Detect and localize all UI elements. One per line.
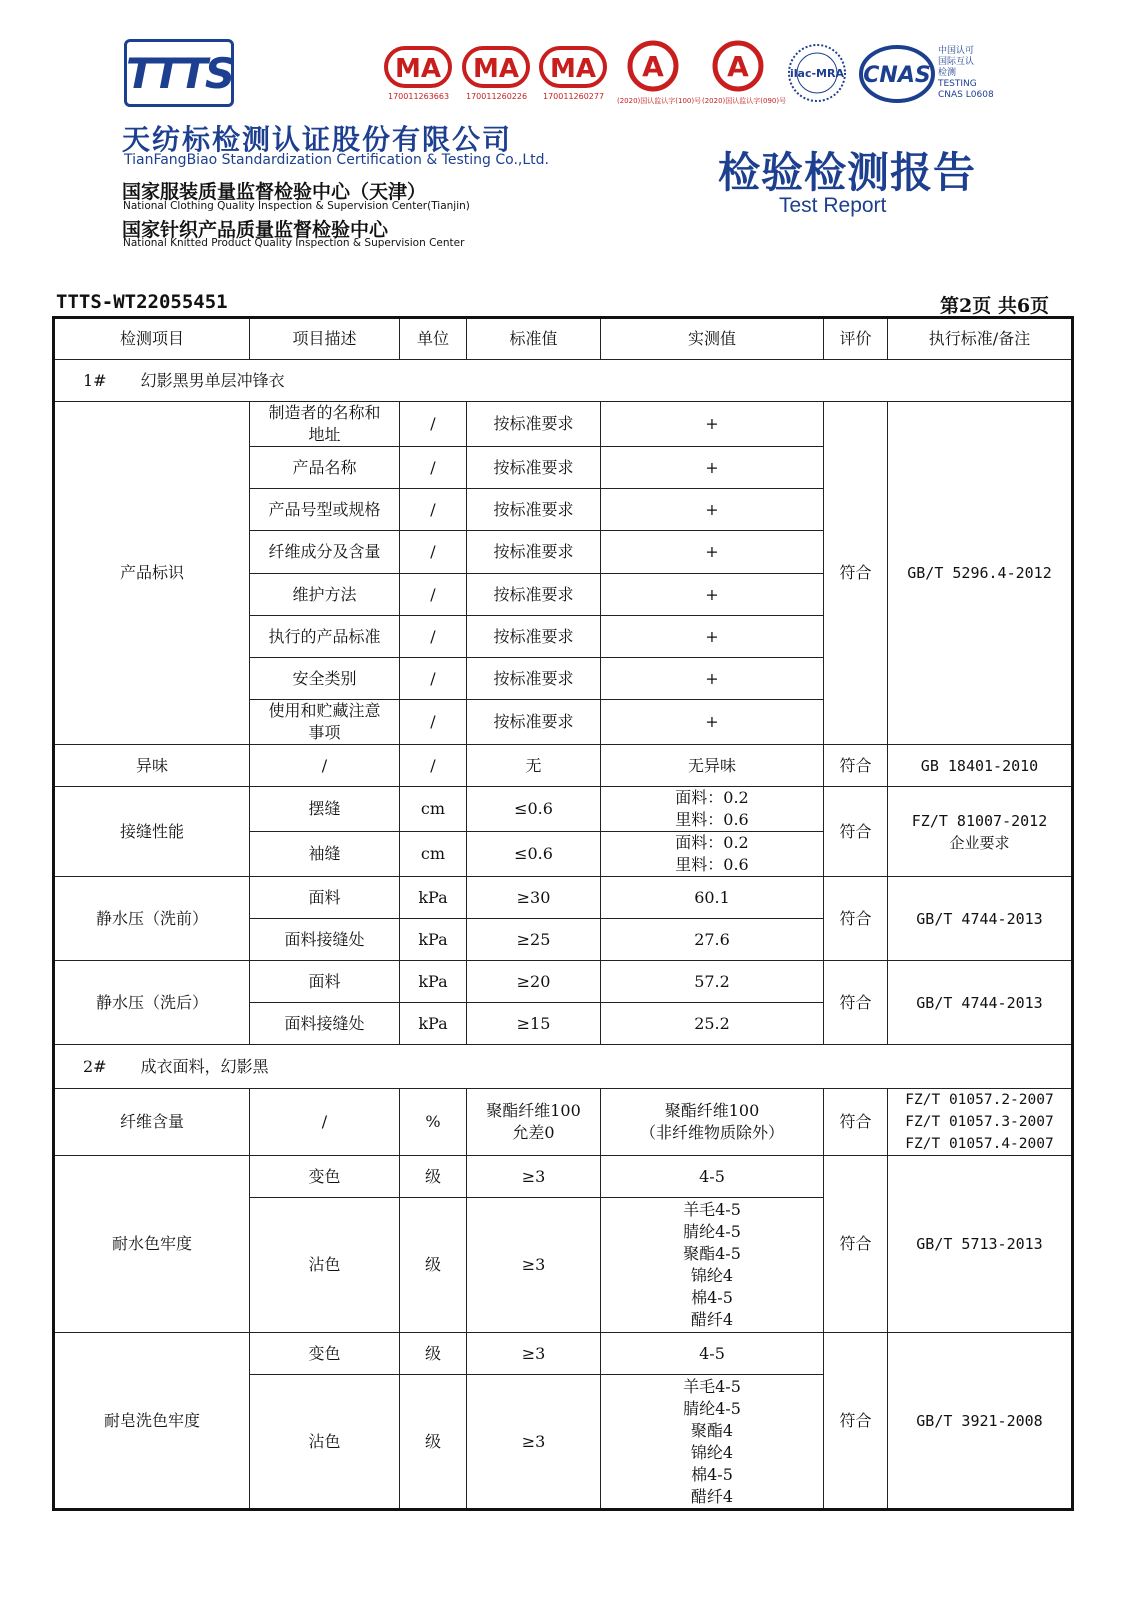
cma-seal-icon: [384, 46, 452, 90]
item-cell: 耐皂洗色牢度: [54, 1333, 250, 1510]
section-number: 2#: [83, 1056, 107, 1076]
header-cell: 项目描述: [250, 318, 400, 360]
unit-cell: 级: [400, 1333, 467, 1375]
header-cell: 标准值: [467, 318, 601, 360]
header-cell: 单位: [400, 318, 467, 360]
desc-cell: 使用和贮藏注意 事项: [250, 700, 400, 745]
std-cell: ≥20: [467, 961, 601, 1003]
cma-seal-number: 170011263663: [388, 92, 450, 101]
std-cell: ≥3: [467, 1375, 601, 1510]
cma-seal-number: 170011260277: [543, 92, 605, 101]
unit-cell: /: [400, 700, 467, 745]
value-cell: 面料：0.2 里料：0.6: [601, 787, 824, 832]
unit-cell: %: [400, 1089, 467, 1156]
table-header-row: [54, 318, 1073, 360]
standard-cell: GB/T 5713-2013: [888, 1156, 1073, 1333]
desc-cell: 袖缝: [250, 832, 400, 877]
value-cell: 聚酯纤维100 （非纤维物质除外）: [601, 1089, 824, 1156]
desc-cell: 沾色: [250, 1198, 400, 1333]
section-row: [54, 360, 1073, 402]
eval-cell: 符合: [824, 961, 888, 1045]
unit-cell: /: [400, 574, 467, 616]
unit-cell: 级: [400, 1375, 467, 1510]
table-row: [54, 961, 1073, 1003]
standard-cell: GB/T 5296.4-2012: [888, 402, 1073, 745]
value-cell: 4-5: [601, 1333, 824, 1375]
unit-cell: kPa: [400, 877, 467, 919]
cal-seal-text: A: [642, 50, 664, 83]
ttts-logo: [124, 39, 234, 107]
cma-seal-text: MA: [550, 54, 596, 84]
value-cell: 无异味: [601, 745, 824, 787]
header-cell: 检测项目: [54, 318, 250, 360]
desc-cell: 变色: [250, 1156, 400, 1198]
item-cell: 产品标识: [54, 402, 250, 745]
value-cell: 57.2: [601, 961, 824, 1003]
standard-cell: FZ/T 81007-2012 企业要求: [888, 787, 1073, 877]
desc-cell: 面料接缝处: [250, 1003, 400, 1045]
desc-cell: 面料接缝处: [250, 919, 400, 961]
cnas-accreditation-text: 中国认可 国际互认 检测 TESTING CNAS L0608: [938, 46, 994, 100]
desc-cell: 摆缝: [250, 787, 400, 832]
item-cell: 纤维含量: [54, 1089, 250, 1156]
unit-cell: cm: [400, 787, 467, 832]
std-cell: ≥30: [467, 877, 601, 919]
section-number: 1#: [83, 370, 107, 390]
item-cell: 耐水色牢度: [54, 1156, 250, 1333]
table-row: [54, 1089, 1073, 1156]
std-cell: 按标准要求: [467, 700, 601, 745]
cal-seal-number: (2020)国认监认字(090)号: [702, 97, 787, 105]
std-cell: ≥3: [467, 1156, 601, 1198]
unit-cell: kPa: [400, 1003, 467, 1045]
cma-seal-icon: [462, 46, 530, 90]
unit-cell: /: [400, 447, 467, 489]
std-cell: 按标准要求: [467, 447, 601, 489]
desc-cell: /: [250, 745, 400, 787]
header-cell: 实测值: [601, 318, 824, 360]
value-cell: 27.6: [601, 919, 824, 961]
cnas-text: CNAS: [863, 63, 931, 88]
desc-cell: 产品号型或规格: [250, 489, 400, 531]
center1-name-en: National Clothing Quality Inspection & Supervision Center(Tianjin): [123, 200, 470, 212]
ilac-mra-text: ilac-MRA: [790, 67, 844, 80]
cal-seal-icon: [624, 40, 682, 92]
eval-cell: 符合: [824, 877, 888, 961]
unit-cell: /: [400, 531, 467, 574]
table-row: [54, 787, 1073, 832]
item-cell: 静水压（洗前）: [54, 877, 250, 961]
value-cell: +: [601, 700, 824, 745]
value-cell: +: [601, 616, 824, 658]
section-name: 幻影黑男单层冲锋衣: [140, 370, 285, 390]
cma-seal-number: 170011260226: [466, 92, 528, 101]
eval-cell: 符合: [824, 787, 888, 877]
report-number: TTTS-WT22055451: [56, 291, 228, 313]
center2-name-en: National Knitted Product Quality Inspection & Supervision Center: [123, 237, 465, 249]
page-indicator: 第2页 共6页: [940, 295, 1050, 317]
value-cell: +: [601, 531, 824, 574]
section-title: [54, 1045, 1073, 1089]
table-row: [54, 745, 1073, 787]
company-name-en: TianFangBiao Standardization Certification & Testing Co.,Ltd.: [124, 152, 549, 168]
standard-cell: FZ/T 01057.2-2007 FZ/T 01057.3-2007 FZ/T 01057.4-2007: [888, 1089, 1073, 1156]
unit-cell: /: [400, 616, 467, 658]
std-cell: 按标准要求: [467, 402, 601, 447]
std-cell: ≥15: [467, 1003, 601, 1045]
cal-seal-icon: [709, 40, 767, 92]
value-cell: +: [601, 447, 824, 489]
unit-cell: kPa: [400, 919, 467, 961]
cal-seal-text: A: [727, 50, 749, 83]
test-results-table: [52, 316, 1074, 1511]
cma-seal-text: MA: [395, 54, 441, 84]
eval-cell: 符合: [824, 1089, 888, 1156]
unit-cell: /: [400, 489, 467, 531]
table-row: [54, 877, 1073, 919]
value-cell: +: [601, 489, 824, 531]
unit-cell: kPa: [400, 961, 467, 1003]
section-title: [54, 360, 1073, 402]
item-cell: 接缝性能: [54, 787, 250, 877]
std-cell: 无: [467, 745, 601, 787]
report-title-cn: 检验检测报告: [718, 148, 977, 197]
std-cell: ≥25: [467, 919, 601, 961]
center2-name-cn: 国家针织产品质量监督检验中心: [122, 219, 389, 241]
standard-cell: GB/T 3921-2008: [888, 1333, 1073, 1510]
value-cell: 羊毛4-5 腈纶4-5 聚酯4-5 锦纶4 棉4-5 醋纤4: [601, 1198, 824, 1333]
desc-cell: /: [250, 1089, 400, 1156]
std-cell: ≤0.6: [467, 787, 601, 832]
eval-cell: 符合: [824, 1156, 888, 1333]
header-cell: 执行标准/备注: [888, 318, 1073, 360]
unit-cell: /: [400, 658, 467, 700]
value-cell: +: [601, 574, 824, 616]
std-cell: 按标准要求: [467, 616, 601, 658]
value-cell: +: [601, 658, 824, 700]
value-cell: 面料：0.2 里料：0.6: [601, 832, 824, 877]
std-cell: 按标准要求: [467, 489, 601, 531]
std-cell: 按标准要求: [467, 658, 601, 700]
desc-cell: 制造者的名称和 地址: [250, 402, 400, 447]
desc-cell: 面料: [250, 961, 400, 1003]
table-row: [54, 1156, 1073, 1198]
std-cell: ≥3: [467, 1333, 601, 1375]
value-cell: 羊毛4-5 腈纶4-5 聚酯4 锦纶4 棉4-5 醋纤4: [601, 1375, 824, 1510]
eval-cell: 符合: [824, 1333, 888, 1510]
cal-seal-number: (2020)国认监认字(100)号: [617, 97, 702, 105]
cma-seal-icon: [539, 46, 607, 90]
eval-cell: 符合: [824, 745, 888, 787]
desc-cell: 产品名称: [250, 447, 400, 489]
eval-cell: 符合: [824, 402, 888, 745]
unit-cell: 级: [400, 1156, 467, 1198]
std-cell: ≤0.6: [467, 832, 601, 877]
header-cell: 评价: [824, 318, 888, 360]
unit-cell: cm: [400, 832, 467, 877]
value-cell: 4-5: [601, 1156, 824, 1198]
unit-cell: /: [400, 745, 467, 787]
standard-cell: GB/T 4744-2013: [888, 877, 1073, 961]
unit-cell: /: [400, 402, 467, 447]
cnas-logo-icon: [858, 44, 936, 104]
value-cell: +: [601, 402, 824, 447]
unit-cell: 级: [400, 1198, 467, 1333]
value-cell: 25.2: [601, 1003, 824, 1045]
standard-cell: GB 18401-2010: [888, 745, 1073, 787]
table-row: [54, 1333, 1073, 1375]
ilac-mra-logo-icon: [786, 42, 848, 104]
section-row: [54, 1045, 1073, 1089]
std-cell: 按标准要求: [467, 574, 601, 616]
report-title-en: Test Report: [779, 194, 887, 217]
std-cell: 按标准要求: [467, 531, 601, 574]
desc-cell: 维护方法: [250, 574, 400, 616]
item-cell: 异味: [54, 745, 250, 787]
section-name: 成衣面料，幻影黑: [140, 1056, 269, 1076]
table-row: [54, 402, 1073, 447]
company-name-cn: 天纺标检测认证股份有限公司: [122, 123, 513, 156]
desc-cell: 纤维成分及含量: [250, 531, 400, 574]
cma-seal-text: MA: [473, 54, 519, 84]
logo-text: TTTS: [125, 48, 233, 98]
value-cell: 60.1: [601, 877, 824, 919]
center1-name-cn: 国家服装质量监督检验中心（天津）: [122, 181, 427, 203]
std-cell: 聚酯纤维100 允差0: [467, 1089, 601, 1156]
item-cell: 静水压（洗后）: [54, 961, 250, 1045]
standard-cell: GB/T 4744-2013: [888, 961, 1073, 1045]
desc-cell: 安全类别: [250, 658, 400, 700]
desc-cell: 面料: [250, 877, 400, 919]
std-cell: ≥3: [467, 1198, 601, 1333]
desc-cell: 变色: [250, 1333, 400, 1375]
desc-cell: 沾色: [250, 1375, 400, 1510]
desc-cell: 执行的产品标准: [250, 616, 400, 658]
